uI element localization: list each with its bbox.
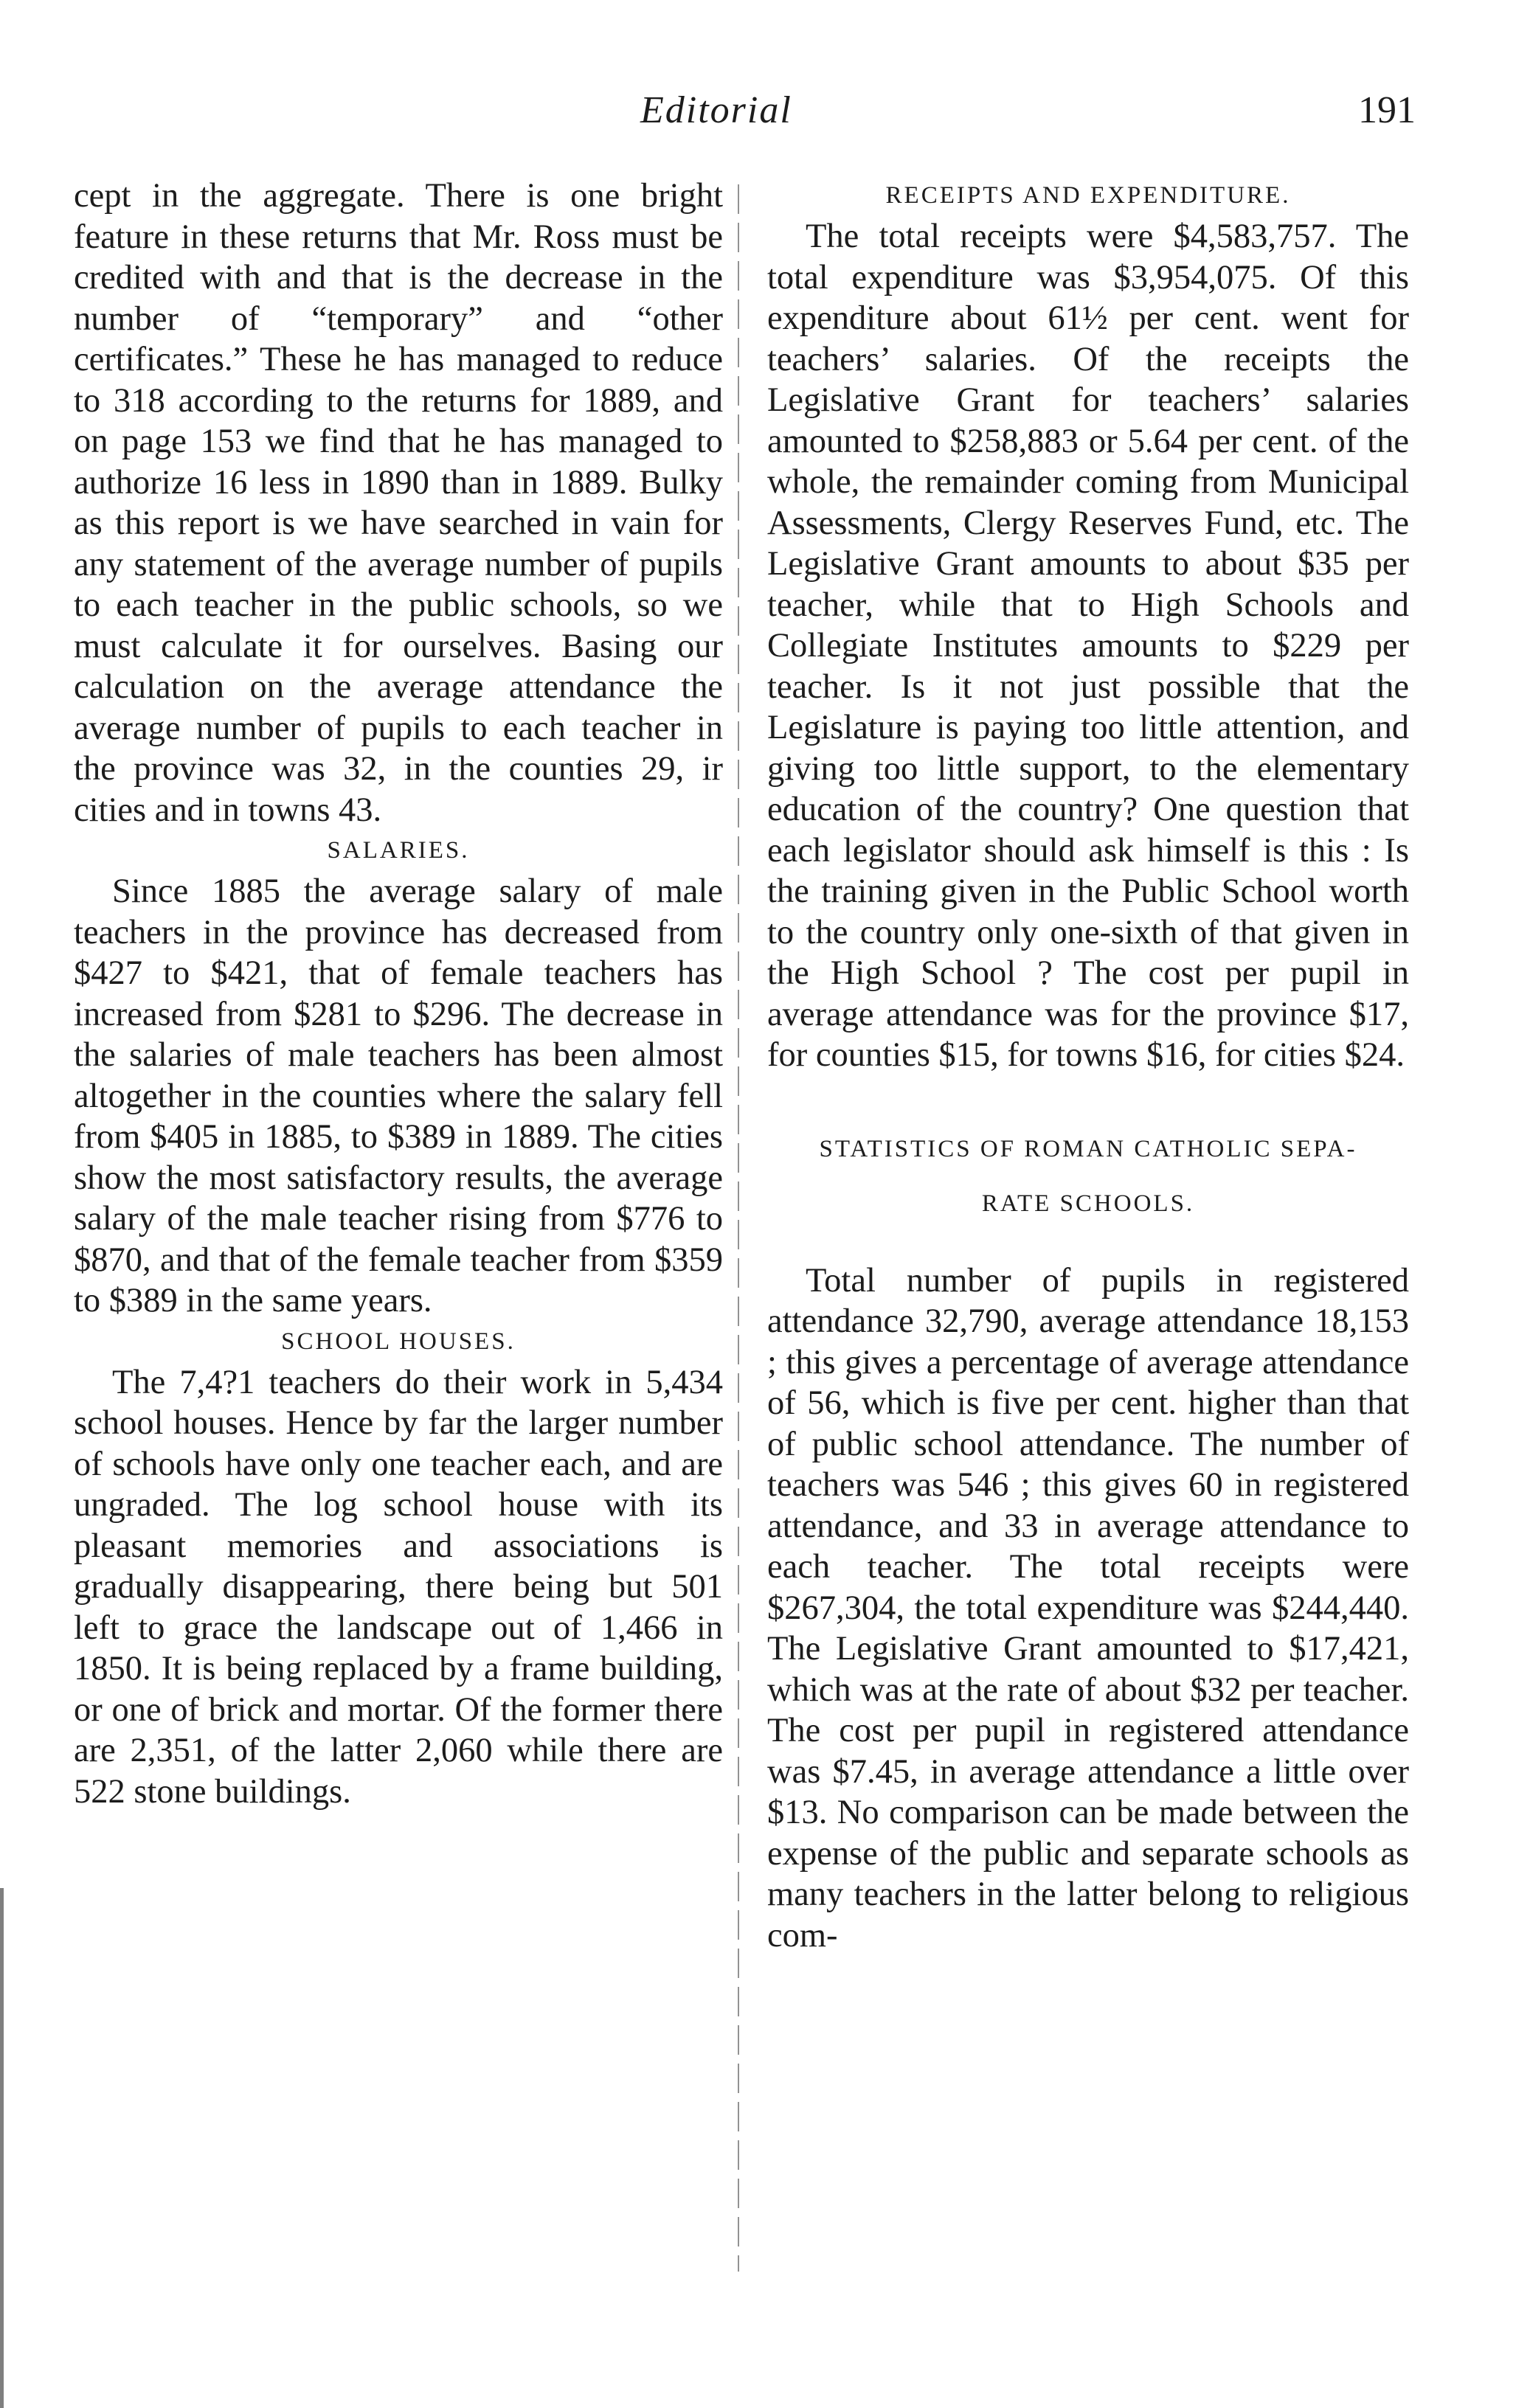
running-title: Editorial [640,89,792,131]
section-heading-receipts: RECEIPTS AND EXPENDITURE. [885,182,1291,209]
running-head [0,89,1516,148]
right-column [767,176,1409,1956]
paragraph-receipts: The total receipts were $4,583,757. The total expenditure was $3,954,075. Of this expenditure about 61½ per cent. went for teachers’ salaries. Of the receipts the Legislative Grant for teachers’ salaries amounted to $258,883 or 5.64 per cent. of the whole, the remainder coming from Municipal Assessments, Clergy Reserves Fund, etc. The Legislative Grant amounts to about $35 per teacher, while that to High Schools and Collegiate Institutes amounts to $229 per teacher. Is it not just possible that the Legislature is paying too little attention, and giving too little support, to the elementary education of the country? One question that each legislator should ask himself is this : Is the training given in the Public School worth to the country only one-sixth of that given in the High School ? The cost per pupil in average attendance was for the province $17, for counties $15, for towns $16, for cities $24. [767,218,1409,1074]
paragraph-statistics: Total number of pupils in registered attendance 32,790, average attendance 18,153 ; this gives a percentage of average attendance of 56, which is five per cent. higher than that of public school attendance. The number of teachers was 546 ; this gives 60 in registered attendance, and 33 in average attendance to each teacher. The total receipts were $267,304, the total expenditure was $244,440. The Legislative Grant amounted to $17,421, which was at the rate of about $32 per teacher. The cost per pupil in registered attendance was $7.45, in average attendance a little over $13. No comparison can be made between the expense of the public and separate schools as many teachers in the latter belong to religious com- [767,1261,1409,1954]
paragraph-salaries: Since 1885 the average salary of male teachers in the province has decreased from $427 to $421, that of female teachers has increased from $281 to $296. The decrease in the salaries of male teachers has been almost altogether in the counties where the salary fell from $405 in 1885, to $389 in 1889. The cities show the most satisfactory results, the average salary of the male teacher rising from $776 to $870, and that of the female teacher from $359 to $389 in the same years. [74,872,723,1319]
section-heading-salaries: SALARIES. [327,837,470,864]
heading-line-2: RATE SCHOOLS. [981,1190,1195,1217]
paragraph-school-houses: The 7,4?1 teachers do their work in 5,434 school houses. Hence by far the larger number of schools have only one teacher each, and are ungraded. The log school house with its pleasant memories and associations is gradually disappearing, there being but 501 left to grace the landscape out of 1,466 in 1850. It is being replaced by a frame building, or one of brick and mortar. Of the former there are 2,351, of the latter 2,060 while there are 522 stone buildings. [74,1363,723,1811]
column-divider [738,184,739,2272]
binding-edge [0,1888,4,2408]
section-heading-school-houses: SCHOOL HOUSES. [281,1328,516,1355]
page-number: 191 [1358,89,1416,131]
left-column [74,176,723,1812]
section-heading-statistics [767,1122,1409,1231]
continued-paragraph: cept in the aggregate. There is one bright feature in these returns that Mr. Ross must be credited with and that is the decrease in the number of “temporary” and “other certificates.” These he has managed to reduce to 318 according to the returns for 1889, and on page 153 we find that he has managed to authorize 16 less in 1890 than in 1889. Bulky as this report is we have searched in vain for any statement of the average number of pupils to each teacher in the public schools, so we must calculate it for ourselves. Basing our calculation on the average attendance the average number of pupils to each teacher in the province was 32, in the counties 29, ir cities and in towns 43. [74,177,723,829]
heading-line-1: STATISTICS OF ROMAN CATHOLIC SEPA- [819,1135,1357,1162]
